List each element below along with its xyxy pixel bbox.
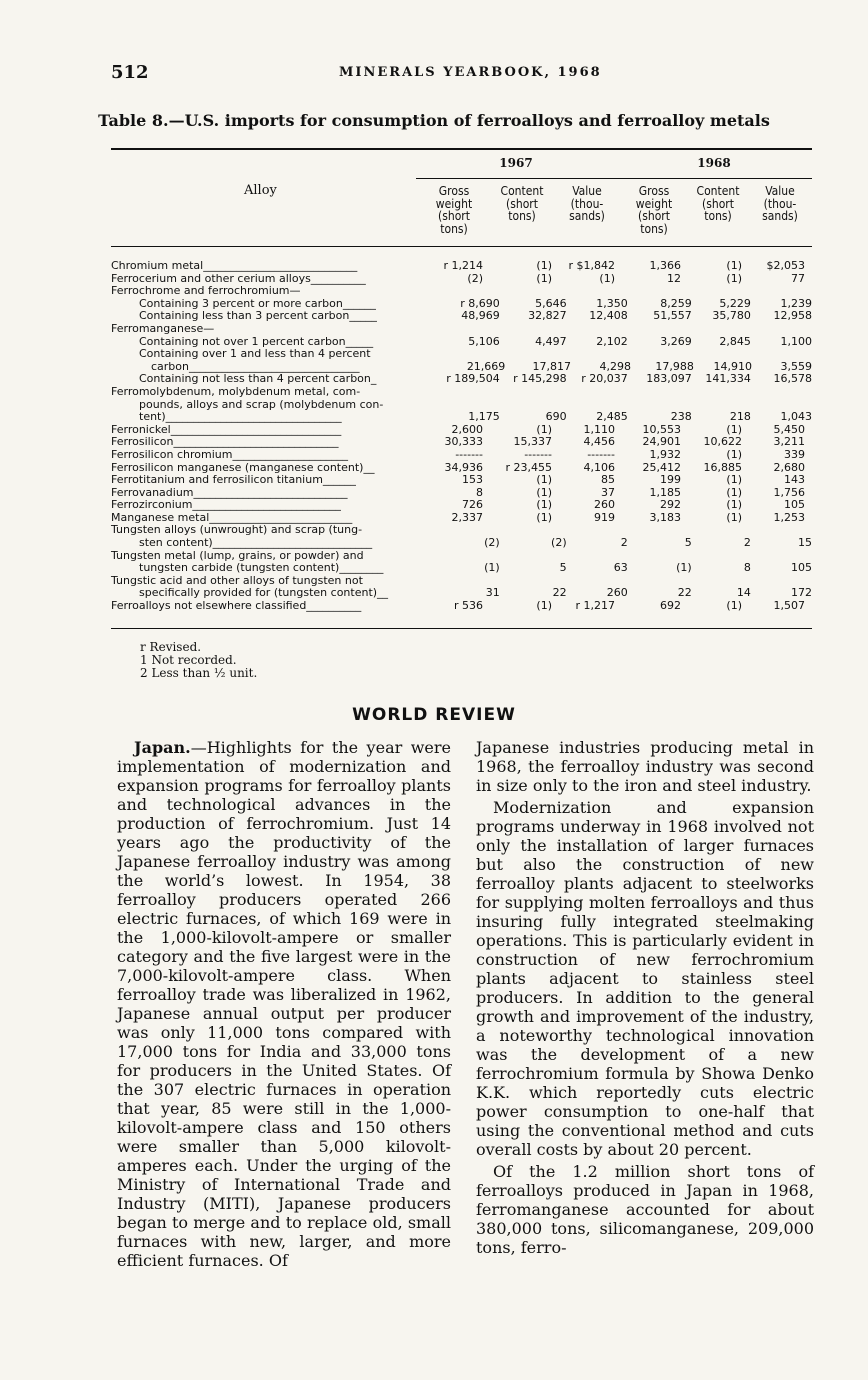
cell-value: 292 xyxy=(660,498,681,512)
cell-value: 1,366 xyxy=(649,259,681,272)
column-header xyxy=(421,185,487,235)
row-label: Ferroalloys not elsewhere classified__________ xyxy=(111,599,362,613)
cell-value: (1) xyxy=(536,259,552,272)
cell-value: 31 xyxy=(485,586,500,600)
cell-value xyxy=(567,348,628,361)
cell-value: 22 xyxy=(677,586,692,600)
row-label: Tungstic acid and other alloys of tungsten not xyxy=(111,573,363,587)
cell-value: 24,901 xyxy=(642,435,681,449)
row-label: tent)________________________________ xyxy=(139,410,342,424)
cell-value: 105 xyxy=(784,498,805,512)
cell-value: 10,622 xyxy=(703,435,742,449)
footnote: 2 Less than ½ unit. xyxy=(140,666,258,680)
row-label: tungsten carbide (tungsten content)________ xyxy=(139,561,384,575)
cell-value xyxy=(552,285,615,298)
cell-value: 15,337 xyxy=(513,435,552,449)
cell-value: 1,756 xyxy=(773,485,805,499)
cell-value: 2,337 xyxy=(451,510,483,524)
cell-value: 5,229 xyxy=(719,296,751,310)
cell-value: (2) xyxy=(484,536,500,550)
cell-value: 3,269 xyxy=(660,334,692,348)
cell-value: r 8,690 xyxy=(460,296,500,310)
cell-value: 10,553 xyxy=(642,422,681,436)
column-header-line: Content xyxy=(500,184,544,198)
cell-value xyxy=(417,323,483,336)
row-label: Containing 3 percent or more carbon______ xyxy=(139,296,376,310)
cell-value: 35,780 xyxy=(712,309,751,323)
cell-value: 51,557 xyxy=(653,309,692,323)
table-row xyxy=(111,348,812,361)
cell-value: 172 xyxy=(790,586,812,600)
cell-value: 48,969 xyxy=(461,309,500,323)
cell-value: (1) xyxy=(726,259,742,272)
cell-value: 25,412 xyxy=(642,460,681,474)
cell-value: ------- xyxy=(524,447,552,461)
column-header-line: sands) xyxy=(569,209,605,223)
cell-value: (1) xyxy=(726,510,742,524)
cell-value: 339 xyxy=(784,447,805,461)
cell-value xyxy=(436,348,500,361)
cell-value: 37 xyxy=(601,485,615,499)
cell-value: 1,932 xyxy=(649,447,681,461)
cell-value: 3,211 xyxy=(773,435,805,449)
cell-value: 153 xyxy=(462,473,483,487)
cell-value: (1) xyxy=(726,599,742,613)
cell-value: (1) xyxy=(536,510,552,524)
cell-value: 1,043 xyxy=(780,410,812,424)
cell-value: r 189,504 xyxy=(446,372,500,386)
cell-value: 32,827 xyxy=(528,309,567,323)
cell-value xyxy=(417,575,483,588)
row-label: Ferrotitanium and ferrosilicon titanium______ xyxy=(111,473,356,487)
cell-value: 17,988 xyxy=(655,359,694,373)
cell-value: 1,507 xyxy=(773,599,805,613)
cell-value: 260 xyxy=(594,498,615,512)
cell-value xyxy=(615,323,681,336)
cell-value: 260 xyxy=(606,586,628,600)
paragraph-continued: Japanese industries producing metal in 1968, the ferroalloy industry was second in size only to the iron and steel industry. xyxy=(476,738,814,795)
cell-value: 3,183 xyxy=(649,510,681,524)
cell-value xyxy=(742,386,805,399)
cell-value xyxy=(681,285,742,298)
cell-value xyxy=(500,348,567,361)
cell-value: 199 xyxy=(660,473,681,487)
cell-value: 1,110 xyxy=(583,422,615,436)
cell-value xyxy=(552,386,615,399)
column-header-line: Gross xyxy=(638,184,670,198)
page-number: 512 xyxy=(111,62,149,83)
cell-value: 12 xyxy=(667,271,681,285)
cell-value: 12,958 xyxy=(773,309,812,323)
cell-value: r 536 xyxy=(453,599,483,613)
cell-value: (1) xyxy=(726,473,742,487)
row-label: pounds, alloys and scrap (molybdenum con- xyxy=(139,397,384,411)
row-label: Containing not over 1 percent carbon_____ xyxy=(139,334,374,348)
cell-value: 1,185 xyxy=(649,485,681,499)
cell-value: 2,680 xyxy=(773,460,805,474)
cell-value xyxy=(417,285,483,298)
cell-value: 8,259 xyxy=(660,296,692,310)
cell-value: (2) xyxy=(551,536,567,550)
cell-value: 143 xyxy=(784,473,805,487)
cell-value: (1) xyxy=(536,473,552,487)
footnotes xyxy=(140,641,257,680)
cell-value: 692 xyxy=(660,599,681,613)
running-head: MINERALS YEARBOOK, 1968 xyxy=(339,65,602,80)
cell-value: ------- xyxy=(455,447,483,461)
cell-value: 726 xyxy=(462,498,483,512)
cell-value xyxy=(615,386,681,399)
cell-value: 105 xyxy=(790,561,812,575)
cell-value: 16,578 xyxy=(773,372,812,386)
cell-value: (1) xyxy=(726,422,742,436)
cell-value: (1) xyxy=(726,498,742,512)
cell-value xyxy=(681,323,742,336)
cell-value: 2 xyxy=(620,536,628,550)
year-1967: 1967 xyxy=(499,156,533,170)
cell-value: 85 xyxy=(601,473,615,487)
column-header-line: (short xyxy=(506,196,538,211)
table-row xyxy=(111,310,812,323)
footnote: r Revised. xyxy=(140,640,202,654)
row-label: Ferromanganese— xyxy=(111,321,215,335)
table-row xyxy=(111,537,812,550)
cell-value: 34,936 xyxy=(444,460,483,474)
cell-value: 15 xyxy=(797,536,812,550)
left-column xyxy=(117,738,451,1270)
column-header xyxy=(489,185,555,223)
cell-value: 919 xyxy=(594,510,615,524)
cell-value xyxy=(628,348,692,361)
cell-value: 4,106 xyxy=(583,460,615,474)
row-label: Ferrovanadium____________________________ xyxy=(111,485,348,499)
row-label: specifically provided for (tungsten content)__ xyxy=(139,586,389,600)
cell-value xyxy=(742,285,805,298)
column-header-line: Value xyxy=(572,184,602,198)
cell-value: 14,910 xyxy=(713,359,752,373)
table-body xyxy=(111,260,812,613)
cell-value: (1) xyxy=(536,485,552,499)
cell-value: 218 xyxy=(729,410,751,424)
right-column xyxy=(476,738,814,1257)
table-row xyxy=(111,411,812,424)
cell-value: (1) xyxy=(726,447,742,461)
row-label: Containing not less than 4 percent carbon_ xyxy=(139,372,377,386)
table-row xyxy=(111,323,812,336)
cell-value: 1,253 xyxy=(773,510,805,524)
cell-value: r 145,298 xyxy=(513,372,567,386)
section-title: WORLD REVIEW xyxy=(352,705,516,725)
table-top-rule xyxy=(111,148,812,150)
footnote: 1 Not recorded. xyxy=(140,653,237,667)
paragraph-japan xyxy=(117,738,451,1270)
lead-in: Japan. xyxy=(134,738,191,757)
cell-value: (1) xyxy=(726,271,742,285)
column-header-line: Content xyxy=(696,184,740,198)
cell-value: 690 xyxy=(545,410,567,424)
cell-value: 5,450 xyxy=(773,422,805,436)
cell-value: 238 xyxy=(670,410,692,424)
column-header-line: (thou- xyxy=(570,196,604,211)
row-label: Ferronickel_______________________________ xyxy=(111,422,342,436)
cell-value: 5,106 xyxy=(468,334,500,348)
cell-value: 5,646 xyxy=(535,296,567,310)
table-row xyxy=(111,600,812,613)
cell-value: (1) xyxy=(536,422,552,436)
cell-value: 77 xyxy=(791,271,805,285)
column-header-line: (short xyxy=(438,209,470,223)
cell-value: 5 xyxy=(684,536,692,550)
row-label: Containing less than 3 percent carbon_____ xyxy=(139,309,377,323)
cell-value: 4,497 xyxy=(535,334,567,348)
cell-value: 141,334 xyxy=(705,372,751,386)
cell-value: 2,600 xyxy=(451,422,483,436)
cell-value: (1) xyxy=(484,561,500,575)
cell-value: ------- xyxy=(587,447,615,461)
column-header-line: tons) xyxy=(508,209,536,223)
cell-value: 2,102 xyxy=(596,334,628,348)
header-bottom-rule xyxy=(111,246,812,247)
column-header xyxy=(624,185,684,235)
cell-value: (2) xyxy=(467,271,483,285)
table-row xyxy=(111,474,812,487)
alloy-header: Alloy xyxy=(244,183,277,198)
paragraph-modernization: Modernization and expansion programs underway in 1968 involved not only the installation of larger furnaces but also the construction of new ferroalloy plants adjacent to steelworks for supplying molten ferroalloys and thus insuring fully integrated steelmaking operations. This is particularly evident in construction of new ferrochromium plants adjacent to stainless steel producers. In addition to the general growth and improvement of the industry, a noteworthy technological innovation was the development of a new ferrochromium formula by Showa Denko K.K. which reportedly cuts electric power consumption to one-half that using the conventional method and cuts overall costs by about 20 percent. xyxy=(476,798,814,1159)
column-header-line: weight xyxy=(435,196,473,211)
cell-value: 63 xyxy=(613,561,628,575)
column-header-line: tons) xyxy=(440,221,468,236)
cell-value: 2 xyxy=(743,536,751,550)
cell-value xyxy=(483,285,552,298)
row-label: Manganese metal__________________________ xyxy=(111,510,353,524)
cell-value: 1,175 xyxy=(468,410,500,424)
table-title: Table 8.—U.S. imports for consumption of ferroalloys and ferroalloy metals xyxy=(98,111,770,130)
cell-value xyxy=(681,386,742,399)
table-row xyxy=(111,285,812,298)
cell-value xyxy=(742,323,805,336)
cell-value: 30,333 xyxy=(444,435,483,449)
cell-value: 1,100 xyxy=(780,334,812,348)
row-label: Ferrochrome and ferrochromium— xyxy=(111,284,301,298)
cell-value: 8 xyxy=(476,485,483,499)
cell-value xyxy=(751,348,812,361)
cell-value: (1) xyxy=(536,498,552,512)
row-label: Tungsten alloys (unwrought) and scrap (tung- xyxy=(111,523,363,537)
column-header-line: Value xyxy=(765,184,795,198)
cell-value xyxy=(692,348,751,361)
paragraph-production: Of the 1.2 million short tons of ferroalloys produced in Japan in 1968, ferromanganese accounted for about 380,000 tons, silicomanganese, 209,000 tons, ferro- xyxy=(476,1162,814,1257)
cell-value: 4,456 xyxy=(583,435,615,449)
row-label: Ferrocerium and other cerium alloys__________ xyxy=(111,271,366,285)
cell-value: 4,298 xyxy=(599,359,632,373)
cell-value: 12,408 xyxy=(589,309,628,323)
column-header-line: sands) xyxy=(762,209,798,223)
column-header-line: tons) xyxy=(640,221,668,236)
table-row xyxy=(111,449,812,462)
cell-value: r 20,037 xyxy=(581,372,628,386)
cell-value: (1) xyxy=(536,599,552,613)
column-header-line: tons) xyxy=(704,209,732,223)
paragraph-text: —Highlights for the year were implementation of modernization and expansion programs for ferroalloy plants and technological advances in the production of ferrochromium. Just 14 years ago the productivity of the Japanese ferroalloy industry was among the world’s lowest. In 1954, 38 ferroalloy producers operated 266 electric furnaces, of which 169 were in the 1,000-kilovolt-ampere or smaller category and the five largest were in the 7,000-kilovolt-ampere class. When ferroalloy trade was liberalized in 1962, Japanese annual output per producer was only 11,000 tons compared with 17,000 tons for India and 33,000 tons for producers in the United States. Of the 307 electric furnaces in operation that year, 85 were still in the 1,000-kilovolt-ampere class and 150 others were smaller than 5,000 kilovolt-amperes each. Under the urging of the Ministry of International Trade and Industry (MITI), Japanese producers began to merge and to replace old, small furnaces with new, larger, and more efficient furnaces. Of xyxy=(117,738,451,1270)
cell-value: (1) xyxy=(536,271,552,285)
cell-value: r $1,842 xyxy=(568,259,615,272)
table-bottom-rule xyxy=(111,628,812,629)
page-header xyxy=(111,62,811,86)
cell-value: (1) xyxy=(676,561,692,575)
cell-value: 8 xyxy=(743,561,751,575)
table-row xyxy=(111,562,812,575)
cell-value xyxy=(552,323,615,336)
cell-value: 2,845 xyxy=(719,334,751,348)
cell-value: r 1,214 xyxy=(443,259,483,272)
table-row xyxy=(111,499,812,512)
cell-value: 1,350 xyxy=(596,296,628,310)
column-header-line: Gross xyxy=(438,184,470,198)
column-header-line: (short xyxy=(638,209,670,223)
cell-value: r 23,455 xyxy=(505,460,552,474)
table-row xyxy=(111,386,812,399)
cell-value: 16,885 xyxy=(703,460,742,474)
row-label: Ferromolybdenum, molybdenum metal, com- xyxy=(111,384,361,398)
row-label: Ferrosilicon manganese (manganese content)__ xyxy=(111,460,375,474)
cell-value xyxy=(615,285,681,298)
column-header xyxy=(750,185,810,223)
cell-value xyxy=(417,550,483,563)
row-label: Ferrosilicon______________________________ xyxy=(111,435,339,449)
cell-value: 3,559 xyxy=(780,359,812,373)
cell-value: 2,485 xyxy=(596,410,628,424)
cell-value: $2,053 xyxy=(766,259,805,272)
cell-value xyxy=(417,524,483,537)
cell-value: 1,239 xyxy=(780,296,812,310)
year-1968: 1968 xyxy=(697,156,731,170)
cell-value: 5 xyxy=(559,561,567,575)
cell-value: 183,097 xyxy=(646,372,692,386)
cell-value xyxy=(417,386,483,399)
row-label: Containing over 1 and less than 4 percent xyxy=(139,347,371,361)
column-header-line: (short xyxy=(702,196,734,211)
cell-value xyxy=(483,323,552,336)
year-rule xyxy=(416,178,812,179)
cell-value: 21,669 xyxy=(466,359,506,373)
row-label: sten content)_____________________________ xyxy=(139,536,373,550)
cell-value xyxy=(483,386,552,399)
row-label: Tungsten metal (lump, grains, or powder) and xyxy=(111,548,364,562)
row-label: Ferrozirconium___________________________ xyxy=(111,498,341,512)
cell-value: r 1,217 xyxy=(575,599,615,613)
row-label: Chromium metal____________________________ xyxy=(111,259,358,272)
cell-value: (1) xyxy=(599,271,615,285)
cell-value: 17,817 xyxy=(532,359,572,373)
column-header xyxy=(559,185,615,223)
cell-value xyxy=(742,524,805,537)
cell-value: 14 xyxy=(736,586,751,600)
cell-value: (1) xyxy=(726,485,742,499)
table-row xyxy=(111,260,812,273)
column-header xyxy=(688,185,748,223)
column-header-line: (thou- xyxy=(763,196,797,211)
row-label: Ferrosilicon chromium_____________________ xyxy=(111,447,348,461)
column-header-line: weight xyxy=(635,196,673,211)
cell-value: 22 xyxy=(552,586,567,600)
row-label: carbon_______________________________ xyxy=(151,359,360,373)
